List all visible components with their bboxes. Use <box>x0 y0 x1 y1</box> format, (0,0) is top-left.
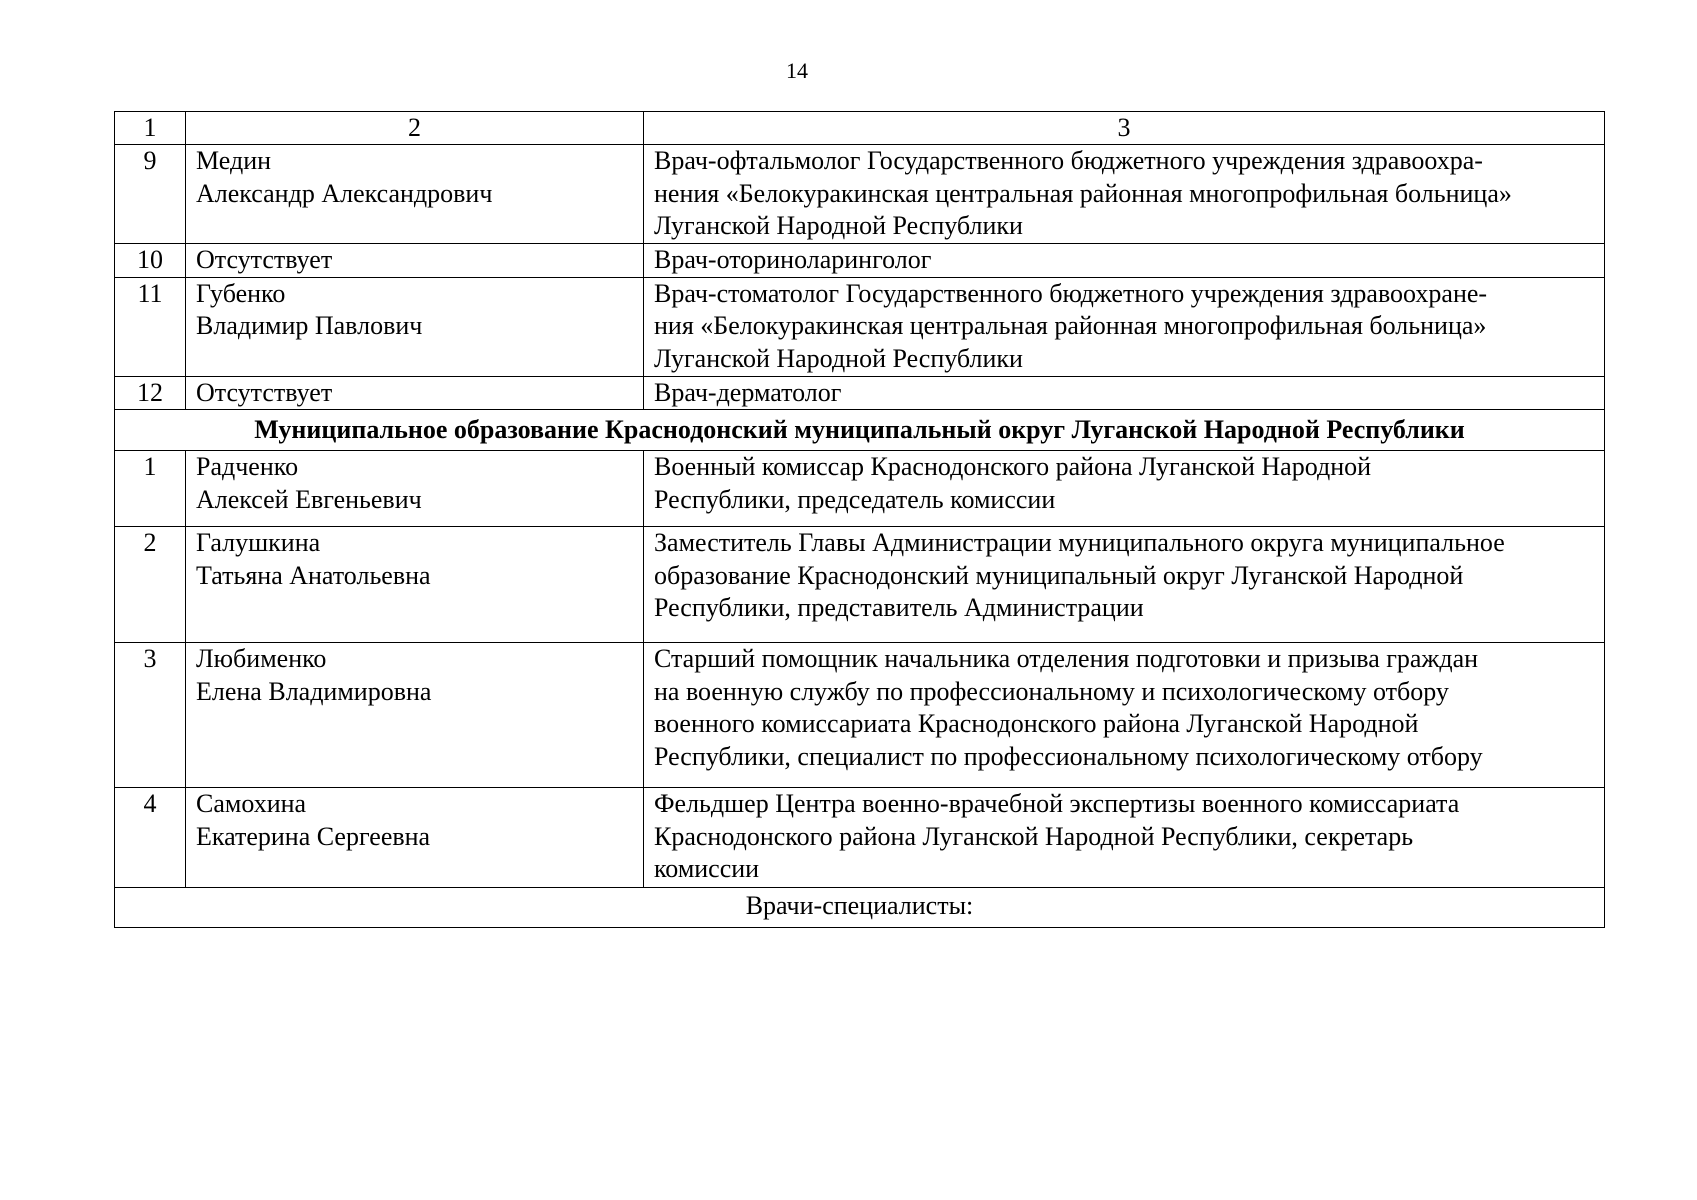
position-line: Республики, специалист по профессиональному психологическому отбору <box>654 741 1483 771</box>
member-position <box>644 277 1605 376</box>
table-header-row <box>115 112 1605 145</box>
table-row <box>115 788 1605 888</box>
member-name <box>186 376 644 410</box>
section-title: Муниципальное образование Краснодонский муниципальный округ Луганской Народной Республики <box>115 410 1605 451</box>
page-number: 14 <box>786 58 808 83</box>
position-line: на военную службу по профессиональному и психологическому отбору <box>654 676 1449 706</box>
name-line: Елена Владимировна <box>196 676 432 706</box>
name-line: Отсутствует <box>196 377 333 407</box>
section-title-row <box>115 410 1605 451</box>
position-line: Республики, председатель комиссии <box>654 484 1056 514</box>
table-row <box>115 451 1605 527</box>
header-col-3: 3 <box>644 112 1605 145</box>
position-line: Фельдшер Центра военно-врачебной экспертизы военного комиссариата <box>654 789 1460 818</box>
position-line: Старший помощник начальника отделения подготовки и призыва граждан <box>654 644 1479 673</box>
row-number: 2 <box>115 527 186 643</box>
member-position <box>644 376 1605 410</box>
position-line: Врач-дерматолог <box>654 377 842 407</box>
name-line: Галушкина <box>196 528 321 557</box>
member-position <box>644 244 1605 278</box>
commission-table <box>114 111 1605 928</box>
name-line: Алексей Евгеньевич <box>196 484 422 514</box>
name-line: Владимир Павлович <box>196 311 423 340</box>
position-line: образование Краснодонский муниципальный округ Луганской Народной <box>654 560 1464 590</box>
position-line: Луганской Народной Республики <box>654 211 1023 240</box>
table-row <box>115 277 1605 376</box>
member-position <box>644 145 1605 244</box>
position-line: Республики, представитель Администрации <box>654 593 1144 622</box>
name-line: Губенко <box>196 278 286 308</box>
table-row <box>115 145 1605 244</box>
member-position <box>644 451 1605 527</box>
member-name <box>186 145 644 244</box>
name-line: Екатерина Сергеевна <box>196 821 431 851</box>
table-row <box>115 527 1605 643</box>
position-line: Заместитель Главы Администрации муниципального округа муниципальное <box>654 528 1505 557</box>
position-line: ния «Белокуракинская центральная районная многопрофильная больница» <box>654 311 1487 340</box>
member-name <box>186 643 644 788</box>
specialists-label: Врачи-специалисты: <box>115 888 1605 928</box>
name-line: Медин <box>196 146 272 175</box>
name-line: Любименко <box>196 644 327 673</box>
row-number: 10 <box>115 244 186 278</box>
name-line: Самохина <box>196 789 307 818</box>
name-line: Александр Александрович <box>196 178 493 208</box>
header-col-1: 1 <box>115 112 186 145</box>
name-line: Отсутствует <box>196 245 333 274</box>
footer-row <box>115 888 1605 928</box>
member-name <box>186 451 644 527</box>
name-line: Радченко <box>196 452 299 481</box>
member-name <box>186 277 644 376</box>
position-line: Врач-офтальмолог Государственного бюджетного учреждения здравоохра- <box>654 146 1483 175</box>
position-line: Краснодонского района Луганской Народной Республики, секретарь <box>654 821 1414 851</box>
header-col-2: 2 <box>186 112 644 145</box>
table-row <box>115 376 1605 410</box>
member-name <box>186 788 644 888</box>
member-position <box>644 643 1605 788</box>
position-line: комиссии <box>654 854 760 883</box>
row-number: 4 <box>115 788 186 888</box>
position-line: военного комиссариата Краснодонского района Луганской Народной <box>654 709 1419 738</box>
row-number: 11 <box>115 277 186 376</box>
row-number: 3 <box>115 643 186 788</box>
member-name <box>186 527 644 643</box>
table-row <box>115 244 1605 278</box>
member-position <box>644 788 1605 888</box>
member-name <box>186 244 644 278</box>
name-line: Татьяна Анатольевна <box>196 560 431 590</box>
member-position <box>644 527 1605 643</box>
row-number: 1 <box>115 451 186 527</box>
position-line: Луганской Народной Республики <box>654 343 1023 373</box>
position-line: Врач-стоматолог Государственного бюджетного учреждения здравоохране- <box>654 278 1488 308</box>
row-number: 9 <box>115 145 186 244</box>
position-line: нения «Белокуракинская центральная районная многопрофильная больница» <box>654 178 1512 208</box>
row-number: 12 <box>115 376 186 410</box>
table-row <box>115 643 1605 788</box>
position-line: Врач-оториноларинголог <box>654 245 932 274</box>
position-line: Военный комиссар Краснодонского района Луганской Народной <box>654 452 1372 481</box>
